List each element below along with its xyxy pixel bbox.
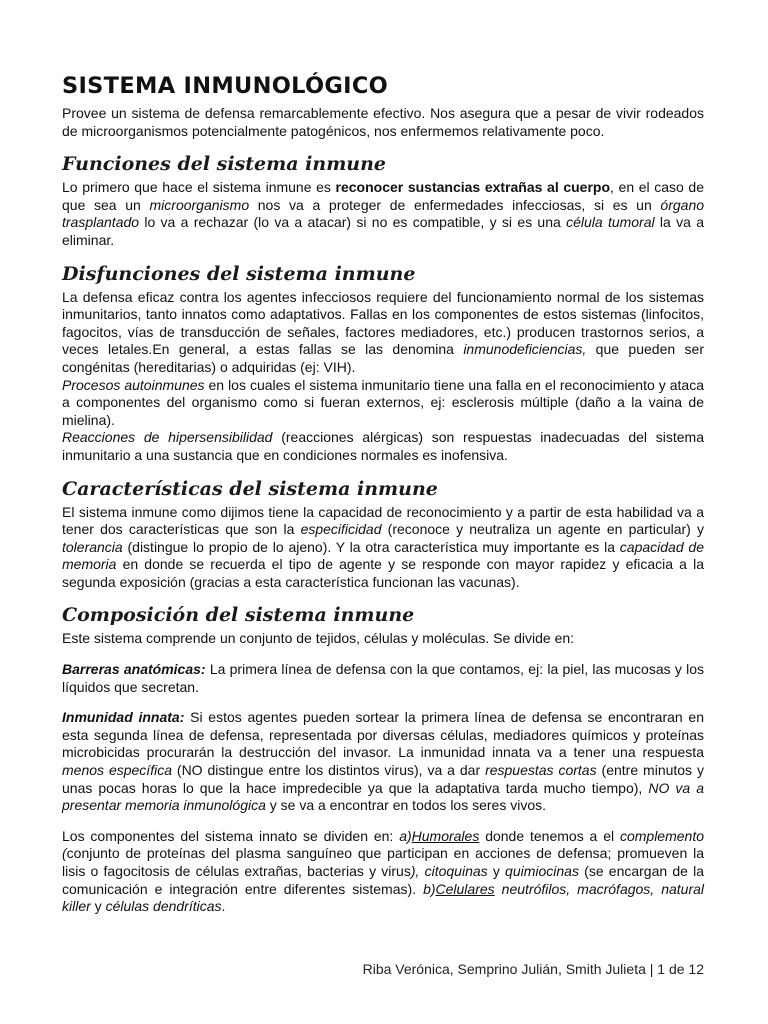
section-heading-funciones: Funciones del sistema inmune	[62, 153, 387, 176]
caracteristicas-paragraph: El sistema inmune como dijimos tiene la capacidad de reconocimiento y a partir de esta habilidad va a tener dos características que son la especificidad (reconoce y neutraliza un agente en particular) y tolerancia (distingue lo propio de lo ajeno). Y la otra característica muy importante es la capacidad de memoria en donde se recuerda el tipo de agente y se responde con mayor rapidez y eficacia a la segunda exposición (gracias a esta característica funcionan las vacunas).	[62, 503, 704, 590]
funciones-paragraph: Lo primero que hace el sistema inmune es reconocer sustancias extrañas al cuerpo, en el caso de que sea un microorganismo nos va a proteger de enfermedades infecciosas, si es un órgano trasplantado lo va a rechazar (lo va a atacar) si no es compatible, y si es una célula tumoral la va a eliminar.	[62, 179, 705, 248]
page-footer: Riba Verónica, Semprino Julián, Smith Julieta | 1 de 12	[362, 961, 704, 977]
disfunciones-paragraph-1: La defensa eficaz contra los agentes infecciosos requiere del funcionamiento normal de los sistemas inmunitarios, tanto innatos como adaptativos. Fallas en los componentes de estos sistemas (linfocitos, fagocitos, vías de transducción de señales, factores mediadores, etc.) producen trastornos serios, a veces letales.En general, a estas fallas se las denomina inmunodeficiencias, que pueden ser congénitas (hereditarias) o adquiridas (ej: VIH).	[62, 288, 704, 375]
section-heading-composicion: Composición del sistema inmune	[62, 604, 415, 627]
document-body	[62, 72, 704, 916]
disfunciones-paragraph-3: Reacciones de hipersensibilidad (reacciones alérgicas) son respuestas inadecuadas del sistema inmunitario a una sustancia que en condiciones normales es inofensiva.	[62, 429, 705, 463]
disfunciones-paragraph-2: Procesos autoinmunes en los cuales el sistema inmunitario tiene una falla en el reconocimiento y ataca a componentes del organismo como si fueran externos, ej: esclerosis múltiple (daño a la vaina de mielina).	[62, 376, 704, 428]
document-title: SISTEMA INMUNOLÓGICO	[62, 73, 389, 99]
innata-paragraph: Inmunidad innata: Si estos agentes pueden sortear la primera línea de defensa se encontraran en esta segunda línea de defensa, representada por diversas células, mediadores químicos y proteínas microbicidas procurarán la destrucción del invasor. La inmunidad innata va a tener una respuesta menos específica (NO distingue entre los distintos virus), va a dar respuestas cortas (entre minutos y unas pocas horas lo que la hace impredecible ya que la adaptativa tarda mucho tiempo), NO va a presentar memoria inmunológica y se va a encontrar en todos los seres vivos.	[62, 709, 704, 814]
barreras-paragraph: Barreras anatómicas: La primera línea de defensa con la que contamos, ej: la piel, las mucosas y los líquidos que secretan.	[62, 661, 705, 695]
intro-paragraph: Provee un sistema de defensa remarcablemente efectivo. Nos asegura que a pesar de vivir rodeados de microorganismos potencialmente patogénicos, nos enfermemos relativamente poco.	[62, 105, 704, 139]
componentes-paragraph: Los componentes del sistema innato se dividen en: a)Humorales donde tenemos a el complemento (conjunto de proteínas del plasma sanguíneo que participan en acciones de defensa; promueven la lisis o fagocitosis de células extrañas, bacterias y virus), citoquinas y quimiocinas (se encargan de la comunicación e integración entre diferentes sistemas). b)Celulares neutrófilos, macrófagos, natural killer y células dendríticas.	[62, 827, 705, 915]
section-heading-disfunciones: Disfunciones del sistema inmune	[62, 262, 416, 285]
section-heading-caracteristicas: Características del sistema inmune	[62, 477, 438, 500]
composicion-intro: Este sistema comprende un conjunto de tejidos, células y moléculas. Se divide en:	[62, 630, 575, 647]
